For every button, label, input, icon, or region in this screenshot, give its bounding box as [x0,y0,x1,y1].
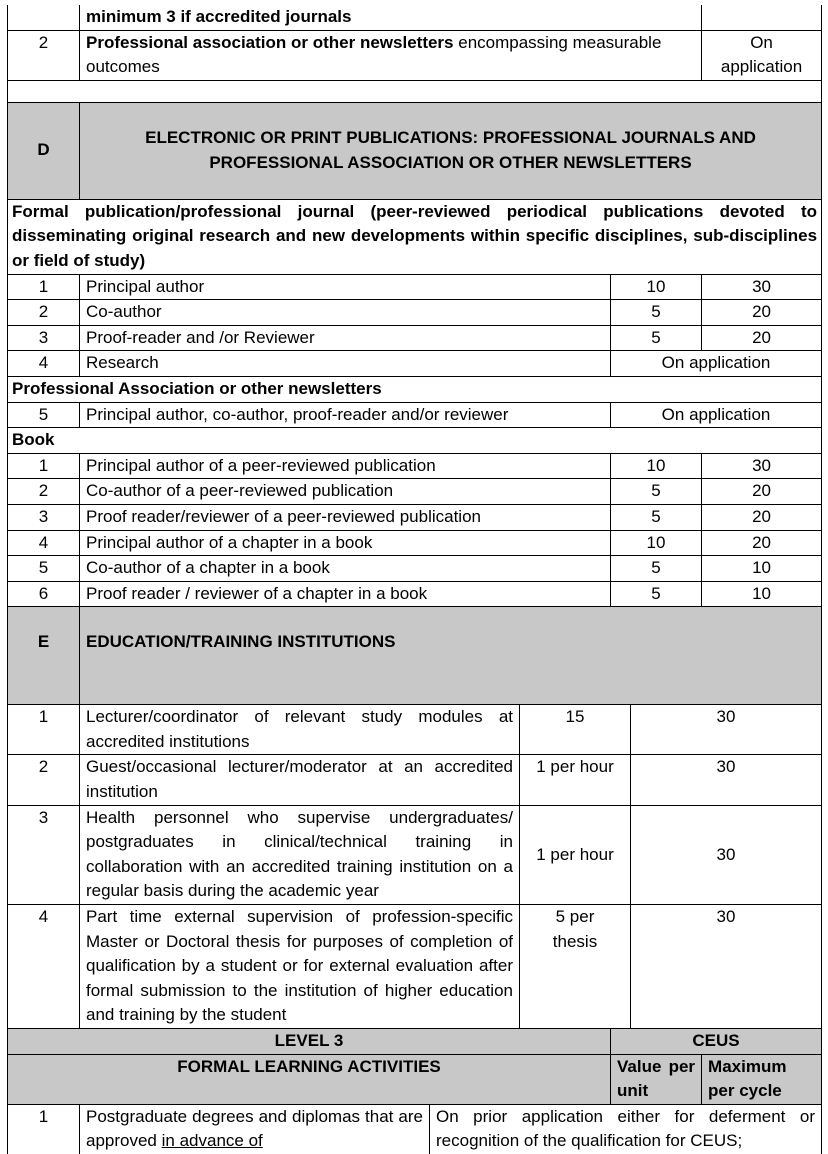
table-row [8,530,822,556]
row-value: 5 per thesis [520,905,631,1029]
row-activity-underlined: in advance of [161,1131,263,1151]
row-activity: Proof-reader and /or Reviewer [80,325,611,351]
row-number: 6 [8,581,80,607]
row-activity: Principal author of a peer-reviewed publication [80,453,611,479]
book-heading: Book [8,428,822,454]
table-row [8,300,822,326]
level3-subtitle: FORMAL LEARNING ACTIVITIES [8,1054,611,1104]
table-row [8,479,822,505]
level3-header-row [8,1029,822,1055]
row-number: 2 [8,479,80,505]
row-number: 2 [8,755,80,805]
value-per-unit-header: Value per unit [611,1054,702,1104]
row-number: 5 [8,402,80,428]
table-row [8,755,822,805]
row-value: 5 [611,300,702,326]
row-number: 1 [8,453,80,479]
row-max: 20 [702,300,822,326]
row-number: 4 [8,905,80,1029]
table-row [8,905,822,1029]
row-merged-value: On application [611,351,822,377]
row-number: 3 [8,805,80,904]
table-row [8,705,822,755]
row-number: 2 [8,30,80,80]
row-number: 4 [8,530,80,556]
table-row [8,325,822,351]
row-number [8,5,80,30]
row-number: 3 [8,325,80,351]
row-max: 30 [631,705,822,755]
row-number: 5 [8,556,80,582]
row-activity [80,30,702,80]
row-max: 30 [702,453,822,479]
table-row [8,556,822,582]
row-activity: Principal author of a chapter in a book [80,530,611,556]
row-max: 30 [631,905,822,1029]
row-value: 10 [611,530,702,556]
row-activity: Co-author of a peer-reviewed publication [80,479,611,505]
table-row [8,453,822,479]
level3-subheader-row [8,1054,822,1104]
row-max: 20 [702,530,822,556]
row-activity: Co-author [80,300,611,326]
table-row [8,274,822,300]
row-value [702,5,822,30]
row-max: 30 [631,755,822,805]
row-activity: Health personnel who supervise undergraduates/ postgraduates in clinical/technical training in collaboration with an accredited training institution on a regular basis during the academic year [80,805,520,904]
row-number: 3 [8,504,80,530]
journal-heading: Formal publication/professional journal (peer-reviewed periodical publications devoted to disseminating original research and new developments within specific disciplines, sub-disciplines or field of study) [8,199,822,274]
section-letter: D [8,102,80,199]
table-row [8,5,822,30]
row-activity: Principal author, co-author, proof-reader and/or reviewer [80,402,611,428]
table-row [8,1104,822,1154]
row-activity-plain: Postgraduate degrees and diplomas that are approved [86,1106,423,1151]
row-value: 5 [611,504,702,530]
row-max: 30 [702,274,822,300]
newsletter-heading: Professional Association or other newsletters [8,376,822,402]
row-activity: Guest/occasional lecturer/moderator at an accredited institution [80,755,520,805]
section-header-d [8,102,822,199]
row-note: On prior application either for deferment or recognition of the qualification for CEUS; [430,1104,822,1154]
row-value: 5 [611,556,702,582]
row-value: 5 [611,479,702,505]
table-row [8,805,822,904]
table-row [8,351,822,377]
row-activity: Principal author [80,274,611,300]
row-value: 15 [520,705,631,755]
table-row [8,504,822,530]
ceu-schedule-table [7,5,822,1154]
row-activity: Lecturer/coordinator of relevant study modules at accredited institutions [80,705,520,755]
row-number: 1 [8,1104,80,1154]
section-title: ELECTRONIC OR PRINT PUBLICATIONS: PROFESSIONAL JOURNALS AND PROFESSIONAL ASSOCIATION OR OTHER NEWSLETTERS [80,102,822,199]
row-activity: minimum 3 if accredited journals [80,5,702,30]
row-max: 20 [702,479,822,505]
subheading-row [8,199,822,274]
row-activity-rest: encompassing measurable outcomes [86,32,662,77]
row-max: 10 [702,581,822,607]
row-activity-bold: Professional association or other newsletters [86,32,454,52]
row-number: 2 [8,300,80,326]
row-merged-value: On application [611,402,822,428]
row-activity: Co-author of a chapter in a book [80,556,611,582]
row-value: 1 per hour [520,805,631,904]
row-number: 1 [8,705,80,755]
ceus-header: CEUS [611,1029,822,1055]
row-activity: Part time external supervision of profession-specific Master or Doctoral thesis for purposes of completion of qualification by a student or for external evaluation after formal submission to the institution of higher education and training by the student [80,905,520,1029]
table-row [8,581,822,607]
section-title: EDUCATION/TRAINING INSTITUTIONS [80,607,822,705]
row-activity: Research [80,351,611,377]
subheading-row [8,428,822,454]
row-activity: Proof reader/reviewer of a peer-reviewed publication [80,504,611,530]
row-value: 5 [611,581,702,607]
row-activity [80,1104,430,1154]
ceu-schedule-page [7,5,821,1154]
table-row [8,402,822,428]
section-letter: E [8,607,80,705]
row-value: 5 [611,325,702,351]
row-max: 10 [702,556,822,582]
level3-title: LEVEL 3 [8,1029,611,1055]
row-value: 1 per hour [520,755,631,805]
row-number: 4 [8,351,80,377]
row-max: 20 [702,504,822,530]
row-value: 10 [611,453,702,479]
row-value: On application [702,30,822,80]
maximum-per-cycle-header: Maximum per cycle [702,1054,822,1104]
spacer-row [8,80,822,102]
row-activity: Proof reader / reviewer of a chapter in a book [80,581,611,607]
section-header-e [8,607,822,705]
row-max: 30 [631,805,822,904]
row-max: 20 [702,325,822,351]
subheading-row [8,376,822,402]
row-number: 1 [8,274,80,300]
spacer-cell [8,80,822,102]
table-row [8,30,822,80]
row-value: 10 [611,274,702,300]
